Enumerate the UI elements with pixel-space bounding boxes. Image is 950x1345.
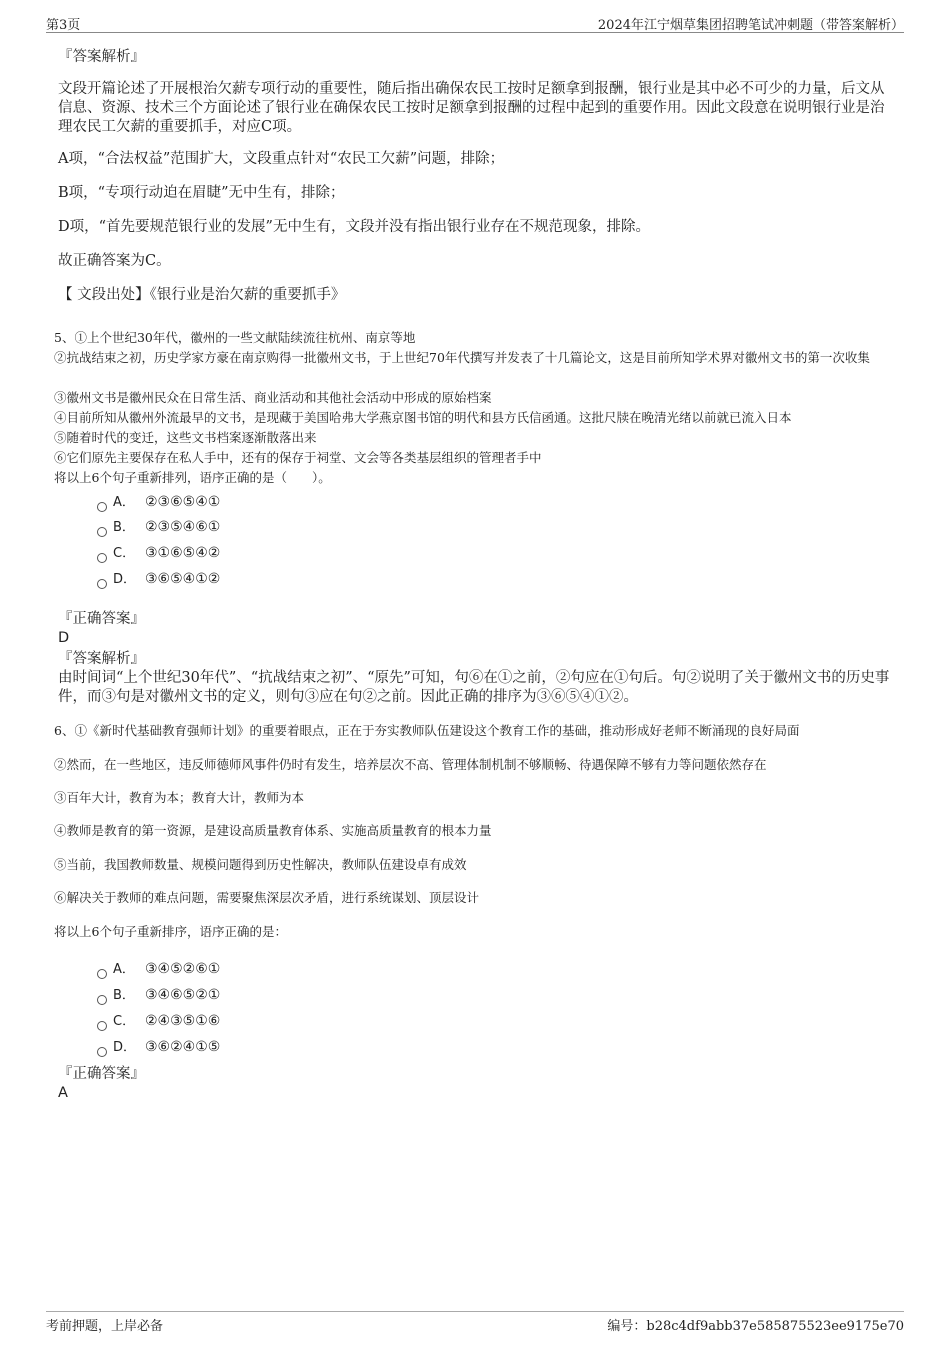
q5-sentence-6: ⑥它们原先主要保存在私人手中，还有的保存于祠堂、文会等各类基层组织的管理者手中	[54, 450, 542, 465]
q6-option-d[interactable]: D． ③⑥②④①⑤	[97, 1037, 220, 1058]
q5-answer-label: 『正确答案』	[58, 611, 145, 627]
q6-sentence-3: ③百年大计，教育为本；教育大计，教师为本	[54, 790, 305, 805]
footer-slogan: 考前押题，上岸必备	[46, 1319, 164, 1334]
analysis-label: 『答案解析』	[58, 49, 145, 65]
q6-option-a[interactable]: A． ③④⑤②⑥①	[97, 959, 220, 980]
q6-answer-label: 『正确答案』	[58, 1066, 145, 1082]
document-title: 2024年江宁烟草集团招聘笔试冲刺题（带答案解析）	[597, 18, 904, 33]
q6-option-b[interactable]: B． ③④⑥⑤②①	[97, 985, 220, 1006]
radio-icon[interactable]	[97, 527, 107, 537]
q6-sentence-5: ⑤当前，我国教师数量、规模问题得到历史性解决，教师队伍建设卓有成效	[54, 857, 467, 872]
radio-icon[interactable]	[97, 995, 107, 1005]
q6-sentence-1: 6、①《新时代基础教育强师计划》的重要着眼点，正在于夯实教师队伍建设这个教育工作的基础，推动形成好老师不断涌现的良好局面	[54, 723, 800, 738]
q5-option-d[interactable]: D． ③⑥⑤④①②	[97, 569, 220, 590]
q5-analysis-label: 『答案解析』	[58, 651, 145, 667]
analysis-conclusion: 故正确答案为C。	[58, 253, 171, 269]
page-footer	[46, 1311, 904, 1333]
radio-icon[interactable]	[97, 579, 107, 589]
q6-option-c[interactable]: C． ②④③⑤①⑥	[97, 1011, 220, 1032]
q6-answer: A	[58, 1085, 68, 1101]
q6-sentence-2: ②然而，在一些地区，违反师德师风事件仍时有发生，培养层次不高、管理体制机制不够顺畅、待遇保障不够有力等问题依然存在	[54, 757, 767, 772]
radio-icon[interactable]	[97, 969, 107, 979]
q5-sentence-3: ③徽州文书是徽州民众在日常生活、商业活动和其他社会活动中形成的原始档案	[54, 390, 492, 405]
q5-answer: D	[58, 630, 70, 646]
radio-icon[interactable]	[97, 553, 107, 563]
analysis-paragraph: 文段开篇论述了开展根治欠薪专项行动的重要性，随后指出确保农民工按时足额拿到报酬，银行业是其中必不可少的力量，后文从信息、资源、技术三个方面论述了银行业在确保农民工按时足额拿到报酬的过程中起到的重要作用。因此文段意在说明银行业是治理农民工欠薪的重要抓手，对应C项。	[58, 81, 885, 135]
q5-prompt: 将以上6个句子重新排列，语序正确的是（ ）。	[54, 470, 331, 485]
q5-sentence-4: ④目前所知从徽州外流最早的文书，是现藏于美国哈弗大学燕京图书馆的明代和县方氏信函通。这批尺牍在晚清光绪以前就已流入日本	[54, 410, 792, 425]
q5-option-c[interactable]: C． ③①⑥⑤④②	[97, 543, 220, 564]
q5-sentence-5: ⑤随着时代的变迁，这些文书档案逐渐散落出来	[54, 430, 317, 445]
analysis-option-b: B项，“专项行动迫在眉睫”无中生有，排除；	[58, 185, 345, 201]
text-source: 【 文段出处】《银行业是治欠薪的重要抓手》	[58, 287, 346, 303]
q6-sentence-4: ④教师是教育的第一资源，是建设高质量教育体系、实施高质量教育的根本力量	[54, 823, 492, 838]
page-header	[46, 14, 904, 33]
q5-sentence-1: 5、①上个世纪30年代，徽州的一些文献陆续流往杭州、南京等地	[54, 330, 416, 345]
radio-icon[interactable]	[97, 1047, 107, 1057]
document-code: 编号：b28c4df9abb37e585875523ee9175e70	[607, 1319, 904, 1334]
q5-option-a[interactable]: A． ②③⑥⑤④①	[97, 492, 220, 513]
radio-icon[interactable]	[97, 1021, 107, 1031]
q6-sentence-6: ⑥解决关于教师的难点问题，需要聚焦深层次矛盾，进行系统谋划、顶层设计	[54, 890, 480, 905]
analysis-option-a: A项，“合法权益”范围扩大，文段重点针对“农民工欠薪”问题，排除；	[58, 151, 505, 167]
q5-option-b[interactable]: B． ②③⑤④⑥①	[97, 517, 220, 538]
radio-icon[interactable]	[97, 502, 107, 512]
analysis-option-d: D项，“首先要规范银行业的发展”无中生有，文段并没有指出银行业存在不规范现象，排除。	[58, 219, 650, 235]
q5-analysis: 由时间词“上个世纪30年代”、“抗战结束之初”、“原先”可知，句⑥在①之前，②句应在①句后。句②说明了关于徽州文书的历史事件，而③句是对徽州文书的定义，则句③应在句②之前。因此正确的排序为③⑥⑤④①②。	[58, 670, 890, 705]
q6-prompt: 将以上6个句子重新排序，语序正确的是：	[54, 924, 287, 939]
q5-sentence-2: ②抗战结束之初，历史学家方豪在南京购得一批徽州文书，于上世纪70年代撰写并发表了十几篇论文，这是目前所知学术界对徽州文书的第一次收集	[54, 350, 870, 365]
page-number: 第3页	[46, 18, 81, 33]
